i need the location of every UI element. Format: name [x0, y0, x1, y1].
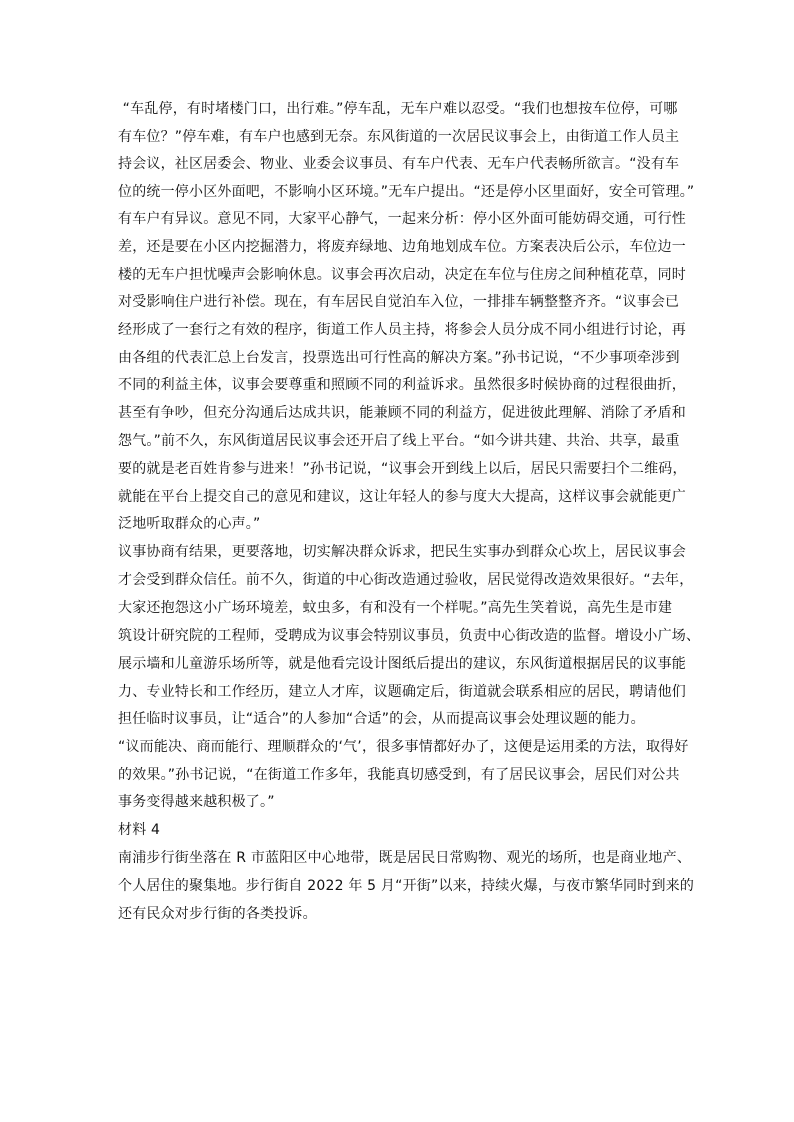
text-line: 南浦步行街坐落在 R 市蓝阳区中心地带，既是居民日常购物、观光的场所，也是商业地产、 — [118, 850, 692, 866]
text-line: 展示墙和儿童游乐场所等，就是他看完设计图纸后提出的建议，东风街道根据居民的议事能 — [118, 656, 686, 672]
text-line: 对受影响住户进行补偿。现在，有车居民自觉泊车入位，一排排车辆整整齐齐。“议事会已 — [118, 294, 680, 310]
text-line: 位的统一停小区外面吧，不影响小区环境。”无车户提出。“还是停小区里面好，安全可管理。” — [118, 184, 695, 200]
text-line: 事务变得越来越积极了。” — [118, 794, 275, 810]
section-heading: 材料 4 — [118, 822, 161, 838]
text-line: 担任临时议事员，让“适合”的人参加“合适”的会，从而提高议事会处理议题的能力。 — [118, 711, 645, 727]
text-line: 怨气。”前不久，东风街道居民议事会还开启了线上平台。“如今讲共建、共治、共享，最重 — [118, 433, 680, 449]
text-line: 由各组的代表汇总上台发言，投票选出可行性高的解决方案。”孙书记说，“不少事项牵涉到 — [118, 350, 680, 366]
text-line: 议事协商有结果，更要落地，切实解决群众诉求，把民生实事办到群众心坎上，居民议事会 — [118, 544, 686, 560]
text-line: 就能在平台上提交自己的意见和建议，这让年轻人的参与度大大提高，这样议事会就能更广 — [118, 489, 686, 505]
text-line: 差，还是要在小区内挖掘潜力，将废弃绿地、边角地划成车位。方案表决后公示，车位边一 — [118, 239, 686, 255]
text-line: 才会受到群众信任。前不久，街道的中心街改造通过验收，居民觉得改造效果很好。“去年， — [118, 572, 694, 588]
text-line: 力、专业特长和工作经历，建立人才库，议题确定后，街道就会联系相应的居民，聘请他们 — [118, 684, 686, 700]
text-line: 泛地听取群众的心声。” — [118, 516, 261, 532]
text-line: 甚至有争吵，但充分沟通后达成共识，能兼顾不同的利益方，促进彼此理解、消除了矛盾和 — [118, 405, 686, 421]
text-line: “议而能决、商而能行、理顺群众的‘气’，很多事情都好办了，这便是运用柔的方法，取得好 — [118, 739, 689, 755]
text-line: 筑设计研究院的工程师，受聘成为议事会特别议事员，负责中心街改造的监督。增设小广场、 — [118, 628, 701, 644]
text-line: 有车位？”停车难，有车户也感到无奈。东风街道的一次居民议事会上，由街道工作人员主 — [118, 129, 680, 145]
text-line: 要的就是老百姓肯参与进来！”孙书记说，“议事会开到线上以后，居民只需要扫个二维码， — [118, 461, 687, 477]
text-line: 个人居住的聚集地。步行街自 2022 年 5 月“开街”以来，持续火爆，与夜市繁华同时到来的 — [118, 878, 695, 894]
text-line: 不同的利益主体，议事会要尊重和照顾不同的利益诉求。虽然很多时候协商的过程很曲折， — [118, 377, 686, 393]
text-line: 持会议，社区居委会、物业、业委会议事员、有车户代表、无车户代表畅所欲言。“没有车 — [118, 156, 680, 172]
text-line: 的效果。”孙书记说，“在街道工作多年，我能真切感受到，有了居民议事会，居民们对公共 — [118, 767, 680, 783]
text-line: 大家还抱怨这小广场环境差，蚊虫多，有和没有一个样呢。”高先生笑着说，高先生是市建 — [118, 600, 673, 616]
text-line: 楼的无车户担忧噪声会影响休息。议事会再次启动，决定在车位与住房之间种植花草，同时 — [118, 267, 686, 283]
text-line: 还有民众对步行街的各类投诉。 — [118, 906, 317, 922]
text-line: “车乱停，有时堵楼门口，出行难。”停车乱，无车户难以忍受。“我们也想按车位停，可哪 — [118, 101, 678, 117]
text-line: 经形成了一套行之有效的程序，街道工作人员主持，将参会人员分成不同小组进行讨论，再 — [118, 322, 686, 338]
text-line: 有车户有异议。意见不同，大家平心静气，一起来分析：停小区外面可能妨碍交通，可行性 — [118, 211, 686, 227]
